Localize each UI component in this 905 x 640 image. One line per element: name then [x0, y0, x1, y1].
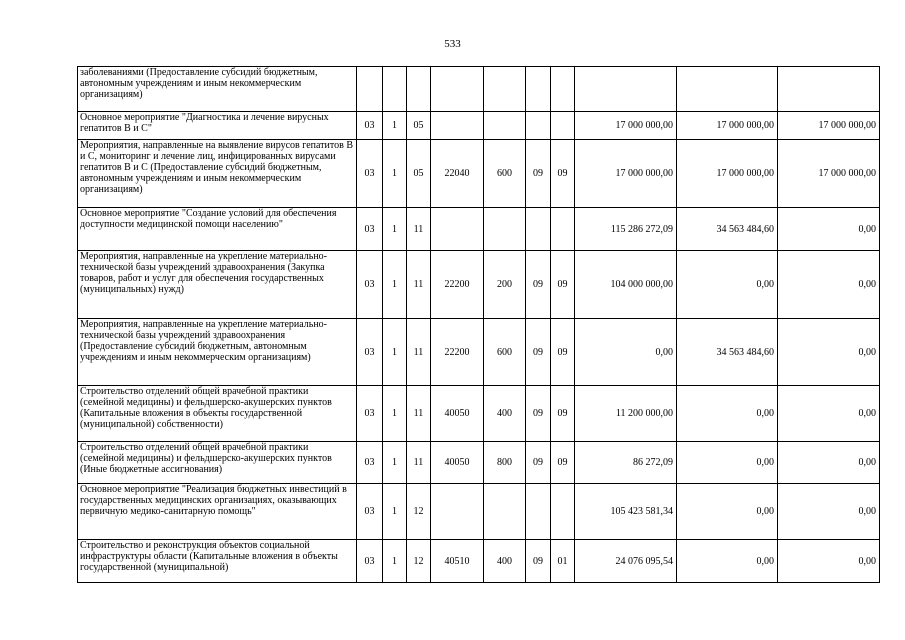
table-row	[78, 540, 880, 583]
program-code: 03	[357, 540, 383, 583]
subsection-code: 09	[551, 386, 575, 442]
subprogram-code: 1	[383, 540, 407, 583]
section-code: 09	[526, 251, 551, 319]
expense-type-code: 800	[484, 442, 526, 484]
section-code: 09	[526, 386, 551, 442]
subprogram-code: 1	[383, 319, 407, 386]
amount-year-2: 0,00	[677, 251, 778, 319]
subprogram-code: 1	[383, 386, 407, 442]
direction-code	[431, 484, 484, 540]
page-number: 533	[444, 38, 461, 50]
expense-type-code: 600	[484, 319, 526, 386]
program-code	[357, 67, 383, 112]
item-name: Основное мероприятие "Реализация бюджетных инвестиций в государственных медицинских организациях, оказывающих первичную медико-санитарную помощь"	[78, 484, 357, 540]
direction-code	[431, 112, 484, 140]
activity-code: 05	[407, 112, 431, 140]
amount-year-1: 104 000 000,00	[575, 251, 677, 319]
amount-year-1: 115 286 272,09	[575, 208, 677, 251]
item-name: Основное мероприятие "Диагностика и лечение вирусных гепатитов В и С"	[78, 112, 357, 140]
subsection-code	[551, 484, 575, 540]
table-row	[78, 386, 880, 442]
item-name: Мероприятия, направленные на укрепление материально-технической базы учреждений здравоохранения (Предоставление субсидий бюджетным, автономным учреждениям и иным некоммерческим организациям)	[78, 319, 357, 386]
amount-year-2: 0,00	[677, 484, 778, 540]
subprogram-code: 1	[383, 112, 407, 140]
table-row	[78, 112, 880, 140]
expense-type-code: 400	[484, 386, 526, 442]
table-row	[78, 319, 880, 386]
item-name: Мероприятия, направленные на выявление вирусов гепатитов В и С, мониторинг и лечение лиц, инфицированных вирусами гепатитов В и С (Предоставление субсидий бюджетным, автономным учреждениям и иным некоммерческим организациям)	[78, 140, 357, 208]
direction-code: 22200	[431, 251, 484, 319]
amount-year-1	[575, 67, 677, 112]
program-code: 03	[357, 208, 383, 251]
subprogram-code: 1	[383, 251, 407, 319]
section-code: 09	[526, 140, 551, 208]
subprogram-code	[383, 67, 407, 112]
activity-code: 11	[407, 319, 431, 386]
expense-type-code: 400	[484, 540, 526, 583]
amount-year-3	[778, 67, 880, 112]
item-name: Строительство и реконструкция объектов социальной инфраструктуры области (Капитальные вложения в объекты государственной (муниципальной)	[78, 540, 357, 583]
amount-year-3: 17 000 000,00	[778, 112, 880, 140]
subsection-code: 09	[551, 251, 575, 319]
activity-code: 11	[407, 251, 431, 319]
amount-year-3: 0,00	[778, 540, 880, 583]
section-code: 09	[526, 540, 551, 583]
amount-year-2: 17 000 000,00	[677, 112, 778, 140]
program-code: 03	[357, 251, 383, 319]
activity-code: 11	[407, 386, 431, 442]
amount-year-1: 86 272,09	[575, 442, 677, 484]
section-code	[526, 112, 551, 140]
amount-year-3: 0,00	[778, 208, 880, 251]
activity-code: 11	[407, 442, 431, 484]
subprogram-code: 1	[383, 140, 407, 208]
subprogram-code: 1	[383, 208, 407, 251]
subprogram-code: 1	[383, 484, 407, 540]
amount-year-1: 105 423 581,34	[575, 484, 677, 540]
item-name: заболеваниями (Предоставление субсидий бюджетным, автономным учреждениям и иным некоммерческим организациям)	[78, 67, 357, 112]
amount-year-1: 0,00	[575, 319, 677, 386]
subprogram-code: 1	[383, 442, 407, 484]
table-body	[78, 67, 880, 583]
subsection-code	[551, 208, 575, 251]
amount-year-1: 11 200 000,00	[575, 386, 677, 442]
program-code: 03	[357, 386, 383, 442]
item-name: Строительство отделений общей врачебной практики (семейной медицины) и фельдшерско-акушерских пунктов (Иные бюджетные ассигнования)	[78, 442, 357, 484]
program-code: 03	[357, 442, 383, 484]
subsection-code: 09	[551, 140, 575, 208]
amount-year-2: 0,00	[677, 442, 778, 484]
expense-type-code	[484, 208, 526, 251]
expense-type-code	[484, 67, 526, 112]
direction-code	[431, 208, 484, 251]
direction-code	[431, 67, 484, 112]
program-code: 03	[357, 319, 383, 386]
table-row	[78, 484, 880, 540]
program-code: 03	[357, 140, 383, 208]
section-code	[526, 67, 551, 112]
table-row	[78, 208, 880, 251]
amount-year-2	[677, 67, 778, 112]
amount-year-3: 0,00	[778, 251, 880, 319]
amount-year-2: 34 563 484,60	[677, 319, 778, 386]
section-code: 09	[526, 442, 551, 484]
amount-year-2: 17 000 000,00	[677, 140, 778, 208]
amount-year-3: 0,00	[778, 386, 880, 442]
expense-type-code	[484, 484, 526, 540]
subsection-code: 09	[551, 319, 575, 386]
direction-code: 40050	[431, 386, 484, 442]
amount-year-1: 24 076 095,54	[575, 540, 677, 583]
amount-year-2: 34 563 484,60	[677, 208, 778, 251]
subsection-code: 01	[551, 540, 575, 583]
expense-type-code	[484, 112, 526, 140]
direction-code: 40510	[431, 540, 484, 583]
subsection-code	[551, 67, 575, 112]
activity-code: 05	[407, 140, 431, 208]
section-code	[526, 484, 551, 540]
subsection-code: 09	[551, 442, 575, 484]
subsection-code	[551, 112, 575, 140]
item-name: Основное мероприятие "Создание условий для обеспечения доступности медицинской помощи населению"	[78, 208, 357, 251]
expense-type-code: 600	[484, 140, 526, 208]
direction-code: 40050	[431, 442, 484, 484]
amount-year-3: 0,00	[778, 484, 880, 540]
activity-code	[407, 67, 431, 112]
section-code	[526, 208, 551, 251]
activity-code: 11	[407, 208, 431, 251]
activity-code: 12	[407, 484, 431, 540]
table-row	[78, 67, 880, 112]
program-code: 03	[357, 484, 383, 540]
direction-code: 22200	[431, 319, 484, 386]
table-row	[78, 251, 880, 319]
direction-code: 22040	[431, 140, 484, 208]
program-code: 03	[357, 112, 383, 140]
expense-type-code: 200	[484, 251, 526, 319]
table-row	[78, 140, 880, 208]
amount-year-2: 0,00	[677, 540, 778, 583]
table-row	[78, 442, 880, 484]
budget-table	[77, 66, 880, 583]
activity-code: 12	[407, 540, 431, 583]
amount-year-2: 0,00	[677, 386, 778, 442]
item-name: Строительство отделений общей врачебной практики (семейной медицины) и фельдшерско-акушерских пунктов (Капитальные вложения в объекты государственной (муниципальной) собственности)	[78, 386, 357, 442]
section-code: 09	[526, 319, 551, 386]
item-name: Мероприятия, направленные на укрепление материально-технической базы учреждений здравоохранения (Закупка товаров, работ и услуг для обеспечения государственных (муниципальных) нужд)	[78, 251, 357, 319]
amount-year-3: 0,00	[778, 319, 880, 386]
amount-year-3: 0,00	[778, 442, 880, 484]
amount-year-3: 17 000 000,00	[778, 140, 880, 208]
amount-year-1: 17 000 000,00	[575, 112, 677, 140]
amount-year-1: 17 000 000,00	[575, 140, 677, 208]
